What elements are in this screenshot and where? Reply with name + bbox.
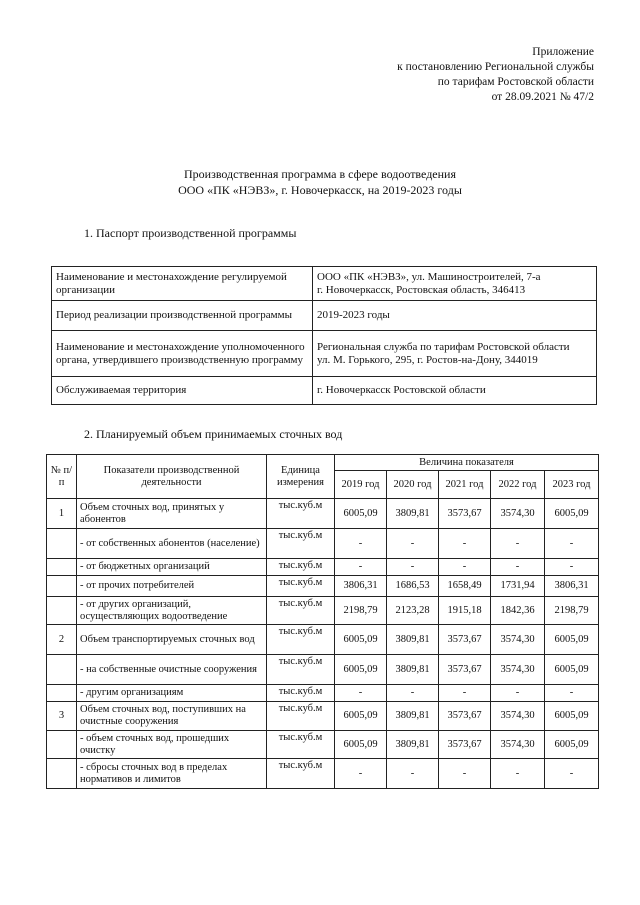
volume-table <box>46 454 599 789</box>
value-line: ул. М. Горького, 295, г. Ростов-на-Дону, 344019 <box>317 353 538 366</box>
row-value: - <box>335 685 387 702</box>
table-row <box>47 731 599 759</box>
row-value: 3574,30 <box>491 655 545 685</box>
header-year: 2022 год <box>491 471 545 499</box>
row-value: - <box>387 529 439 559</box>
row-value: 2123,28 <box>387 597 439 625</box>
appendix-line: по тарифам Ростовской области <box>437 76 594 88</box>
row-value: 3574,30 <box>491 702 545 731</box>
row-value: - <box>439 759 491 789</box>
row-value: 2198,79 <box>545 597 599 625</box>
row-value: 1658,49 <box>439 576 491 597</box>
row-value: - <box>491 759 545 789</box>
passport-value <box>313 267 597 301</box>
appendix-line: к постановлению Региональной службы <box>397 61 594 73</box>
row-indicator: - от прочих потребителей <box>77 576 267 597</box>
table-header-row <box>47 455 599 471</box>
passport-table <box>51 266 597 405</box>
row-number <box>47 559 77 576</box>
row-number <box>47 576 77 597</box>
row-indicator: - от бюджетных организаций <box>77 559 267 576</box>
appendix-header <box>274 45 594 105</box>
value-line: г. Новочеркасск Ростовской области <box>317 384 486 396</box>
row-value: - <box>387 759 439 789</box>
row-indicator: Объем сточных вод, поступивших на очистные сооружения <box>77 702 267 731</box>
section-1-heading: 1. Паспорт производственной программы <box>84 226 297 240</box>
passport-label: Обслуживаемая территория <box>52 377 313 405</box>
row-unit: тыс.куб.м <box>267 576 335 597</box>
header-year: 2023 год <box>545 471 599 499</box>
volume-table-body <box>47 499 599 789</box>
row-value: - <box>545 759 599 789</box>
row-value: - <box>545 685 599 702</box>
row-unit: тыс.куб.м <box>267 702 335 731</box>
row-indicator: - сбросы сточных вод в пределах нормативов и лимитов <box>77 759 267 789</box>
row-value: 6005,09 <box>335 731 387 759</box>
passport-value <box>313 301 597 331</box>
passport-label: Период реализации производственной программы <box>52 301 313 331</box>
value-line: ООО «ПК «НЭВЗ», ул. Машиностроителей, 7-а <box>317 270 541 283</box>
row-unit: тыс.куб.м <box>267 625 335 655</box>
row-value: - <box>387 685 439 702</box>
row-number: 2 <box>47 625 77 655</box>
row-value: 6005,09 <box>335 655 387 685</box>
row-value: - <box>545 529 599 559</box>
row-value: 6005,09 <box>335 499 387 529</box>
value-line: г. Новочеркасск, Ростовская область, 346413 <box>317 283 526 296</box>
appendix-line: Приложение <box>532 46 594 58</box>
table-row <box>52 377 597 405</box>
row-value: 6005,09 <box>545 625 599 655</box>
row-unit: тыс.куб.м <box>267 655 335 685</box>
row-value: 3809,81 <box>387 625 439 655</box>
row-unit: тыс.куб.м <box>267 529 335 559</box>
row-unit: тыс.куб.м <box>267 559 335 576</box>
row-number <box>47 597 77 625</box>
row-value: - <box>439 559 491 576</box>
row-value: - <box>439 685 491 702</box>
header-num: № п/п <box>47 455 77 499</box>
table-row <box>47 499 599 529</box>
row-value: 3809,81 <box>387 702 439 731</box>
header-indicator: Показатели производственной деятельности <box>77 455 267 499</box>
title-line: Производственная программа в сфере водоотведения <box>183 167 456 181</box>
header-unit: Единица измерения <box>267 455 335 499</box>
passport-value <box>313 331 597 377</box>
row-value: 6005,09 <box>545 731 599 759</box>
passport-label: Наименование и местонахождение регулируемой организации <box>52 267 313 301</box>
table-row <box>47 559 599 576</box>
row-indicator: - другим организациям <box>77 685 267 702</box>
row-indicator: - от собственных абонентов (население) <box>77 529 267 559</box>
passport-label: Наименование и местонахождение уполномоченного органа, утвердившего производственную программу <box>52 331 313 377</box>
row-number: 3 <box>47 702 77 731</box>
row-value: 6005,09 <box>545 499 599 529</box>
passport-value <box>313 377 597 405</box>
row-value: 6005,09 <box>545 702 599 731</box>
row-value: 6005,09 <box>545 655 599 685</box>
row-value: - <box>491 529 545 559</box>
row-value: 3809,81 <box>387 731 439 759</box>
section-2-heading: 2. Планируемый объем принимаемых сточных вод <box>84 427 343 441</box>
row-value: - <box>491 559 545 576</box>
row-value: 3573,67 <box>439 625 491 655</box>
row-value: - <box>335 759 387 789</box>
row-unit: тыс.куб.м <box>267 759 335 789</box>
row-value: - <box>439 529 491 559</box>
row-indicator: - от других организаций, осуществляющих водоотведение <box>77 597 267 625</box>
table-row <box>47 597 599 625</box>
row-value: 6005,09 <box>335 625 387 655</box>
row-unit: тыс.куб.м <box>267 499 335 529</box>
row-value: 3574,30 <box>491 625 545 655</box>
row-value: 3573,67 <box>439 702 491 731</box>
row-value: - <box>387 559 439 576</box>
table-row <box>47 576 599 597</box>
table-row <box>47 625 599 655</box>
row-indicator: Объем транспортируемых сточных вод <box>77 625 267 655</box>
row-value: 1686,53 <box>387 576 439 597</box>
value-line: Региональная служба по тарифам Ростовской области <box>317 340 570 353</box>
title-line: ООО «ПК «НЭВЗ», г. Новочеркасск, на 2019-2023 годы <box>178 183 462 197</box>
row-value: 3806,31 <box>335 576 387 597</box>
table-row <box>47 529 599 559</box>
table-row <box>47 685 599 702</box>
header-year: 2019 год <box>335 471 387 499</box>
table-row <box>52 301 597 331</box>
row-value: 3573,67 <box>439 655 491 685</box>
row-indicator: Объем сточных вод, принятых у абонентов <box>77 499 267 529</box>
row-value: 3809,81 <box>387 499 439 529</box>
row-unit: тыс.куб.м <box>267 685 335 702</box>
table-row <box>52 267 597 301</box>
row-number: 1 <box>47 499 77 529</box>
row-value: - <box>335 559 387 576</box>
row-unit: тыс.куб.м <box>267 597 335 625</box>
row-indicator: - на собственные очистные сооружения <box>77 655 267 685</box>
table-row <box>47 702 599 731</box>
row-number <box>47 529 77 559</box>
row-value: 2198,79 <box>335 597 387 625</box>
row-value: 3809,81 <box>387 655 439 685</box>
row-value: 3573,67 <box>439 499 491 529</box>
row-value: - <box>335 529 387 559</box>
row-number <box>47 685 77 702</box>
row-value: 3573,67 <box>439 731 491 759</box>
table-row <box>47 759 599 789</box>
header-value-group: Величина показателя <box>335 455 599 471</box>
row-value: 1915,18 <box>439 597 491 625</box>
row-indicator: - объем сточных вод, прошедших очистку <box>77 731 267 759</box>
value-line: 2019-2023 годы <box>317 309 390 321</box>
row-value: - <box>491 685 545 702</box>
row-number <box>47 731 77 759</box>
row-value: 3574,30 <box>491 499 545 529</box>
table-row <box>52 331 597 377</box>
row-value: - <box>545 559 599 576</box>
header-year: 2021 год <box>439 471 491 499</box>
row-value: 1842,36 <box>491 597 545 625</box>
appendix-line: от 28.09.2021 № 47/2 <box>491 91 594 103</box>
row-value: 1731,94 <box>491 576 545 597</box>
row-value: 3574,30 <box>491 731 545 759</box>
row-value: 3806,31 <box>545 576 599 597</box>
row-unit: тыс.куб.м <box>267 731 335 759</box>
document-title <box>0 166 640 198</box>
table-row <box>47 655 599 685</box>
row-value: 6005,09 <box>335 702 387 731</box>
row-number <box>47 655 77 685</box>
row-number <box>47 759 77 789</box>
header-year: 2020 год <box>387 471 439 499</box>
